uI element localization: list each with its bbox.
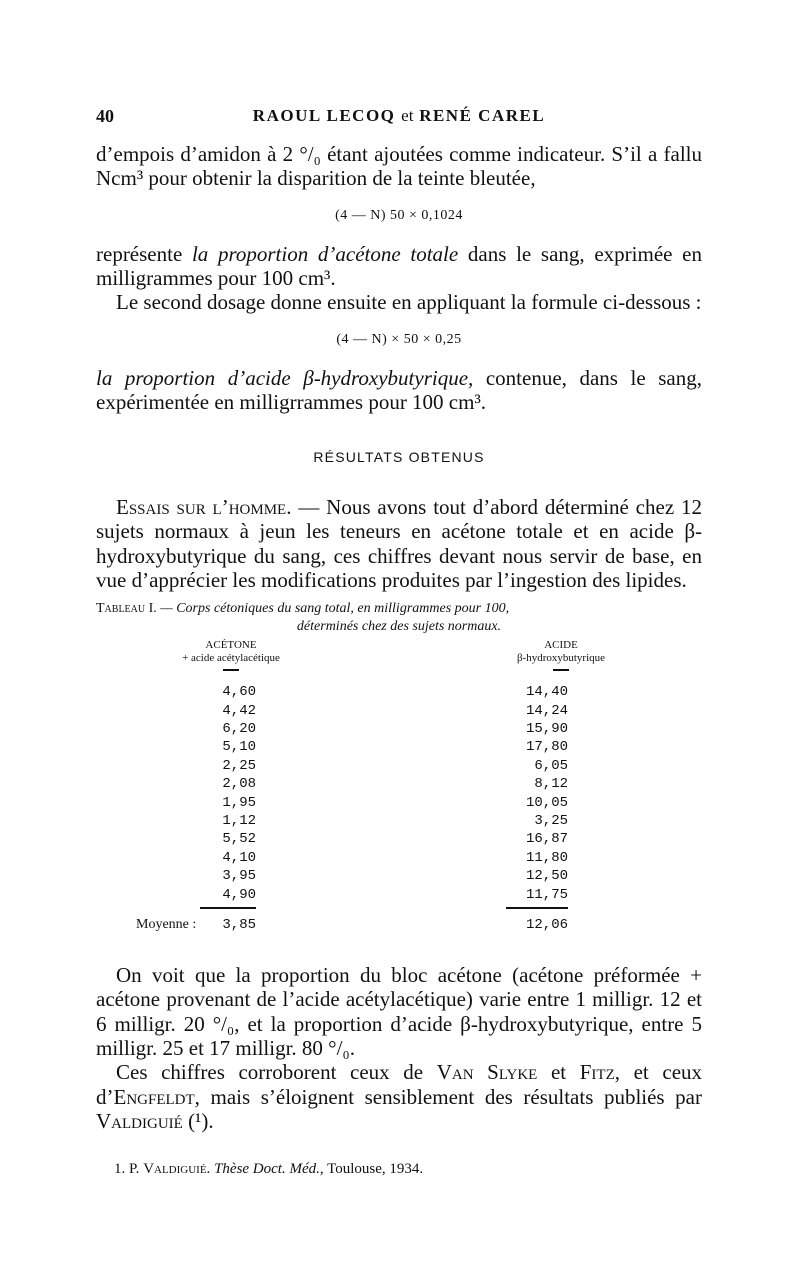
table-cell: 16,87 [525, 831, 568, 848]
table-cell: 6,20 [222, 720, 256, 737]
table-cell: 12,50 [525, 868, 568, 885]
second-dosage-paragraph: Le second dosage donne ensuite en appliquant la formule ci-dessous : [116, 290, 702, 315]
table-cell: 1,95 [222, 794, 256, 811]
page-body [96, 142, 702, 1182]
essais-paragraph: Essais sur l’homme. — Nous avons tout d’abord déterminé chez 12 sujets normaux à jeun les teneurs en acétone totale et en acide β-hydroxybutyrique du sang, ces chiffres devant nous servir de base, en vue d’apprécier les modifications produites par l’ingestion des lipides. [96, 494, 702, 592]
table-cell: 3,25 [534, 813, 568, 829]
table-cell: 3,95 [222, 868, 256, 885]
table-cell: 11,75 [525, 886, 568, 903]
column-acetone-values [196, 683, 256, 904]
table-cell: 15,90 [525, 720, 568, 737]
running-title [96, 104, 702, 128]
running-title-et: et [401, 106, 414, 125]
conclusion-paragraph: On voit que la proportion du bloc acétone (acétone préformée + acétone provenant de l’acide acétylacétique) varie entre 1 milligr. 12 et 6 milligr. 20 °/₀, et la proportion d’acide β-hydroxybutyrique, entre 5 milligr. 25 et 17 milligr. 80 °/₀. [96, 963, 702, 1061]
running-title-author2: RENÉ CAREL [419, 106, 546, 125]
table-cell: 5,52 [222, 831, 256, 848]
sum-rule [506, 907, 568, 909]
footnote: 1. P. Valdiguié. Thèse Doct. Méd., Toulouse, 1934. [114, 1161, 424, 1178]
column-dash [223, 669, 239, 671]
results-table [96, 639, 702, 945]
comparison-paragraph: Ces chiffres corroborent ceux de Van Slyke et Fitz, et ceux d’Engfeldt, mais s’éloignent sensiblement des résultats publiés par Valdiguié (¹). [96, 1060, 703, 1133]
table-cell: 2,25 [222, 757, 256, 774]
table-cell: 10,05 [525, 794, 568, 811]
section-title: RÉSULTATS OBTENUS [313, 448, 485, 465]
table-cell: 4,10 [222, 849, 256, 866]
mean-hydroxy: 12,06 [525, 917, 568, 934]
table-cell: 2,08 [222, 776, 256, 793]
table-cell: 17,80 [525, 739, 568, 756]
table-cell: 14,40 [525, 684, 568, 701]
table-cell: 11,80 [525, 849, 568, 866]
formula-acetone: (4 — N) 50 × 0,1024 [335, 207, 463, 223]
table-cell: 4,90 [222, 886, 256, 903]
table-cell: 6,05 [534, 757, 568, 774]
table-cell: 4,42 [222, 702, 256, 719]
hydroxy-definition-paragraph: la proportion d’acide β-hydroxybutyrique, contenue, dans le sang, expérimentée en milligrrammes pour 100 cm³. [96, 366, 702, 415]
column-header-acetone: ACÉTONE + acide acétylacétique [182, 639, 280, 665]
table-caption: Tableau I. — Corps cétoniques du sang total, en milligrammes pour 100, déterminés chez des sujets normaux. [96, 601, 510, 635]
table-cell: 14,24 [525, 702, 568, 719]
table-label: Tableau I. [96, 601, 157, 617]
page-number: 40 [96, 106, 114, 126]
mean-label: Moyenne : [136, 917, 197, 933]
essais-lead: Essais sur l’homme. [116, 494, 292, 519]
table-cell: 5,10 [222, 739, 256, 756]
column-header-hydroxy: ACIDE β-hydroxybutyrique [516, 639, 606, 665]
column-hydroxy-values [506, 683, 568, 904]
table-cell: 4,60 [222, 684, 256, 701]
formula-hydroxy: (4 — N) × 50 × 0,25 [336, 331, 462, 347]
intro-paragraph: d’empois d’amidon à 2 °/₀ étant ajoutées comme indicateur. S’il a fallu Ncm³ pour obtenir la disparition de la teinte bleutée, [96, 142, 702, 191]
table-cell: 1,12 [222, 813, 256, 829]
sum-rule [200, 907, 256, 909]
page-header [96, 104, 702, 126]
table-cell: 8,12 [534, 776, 568, 793]
mean-acetone: 3,85 [222, 917, 256, 934]
acetone-definition-paragraph: représente la proportion d’acétone totale dans le sang, exprimée en milligrammes pour 100 cm³. [96, 241, 702, 291]
column-dash [553, 669, 569, 671]
running-title-author1: RAOUL LECOQ [252, 106, 396, 125]
